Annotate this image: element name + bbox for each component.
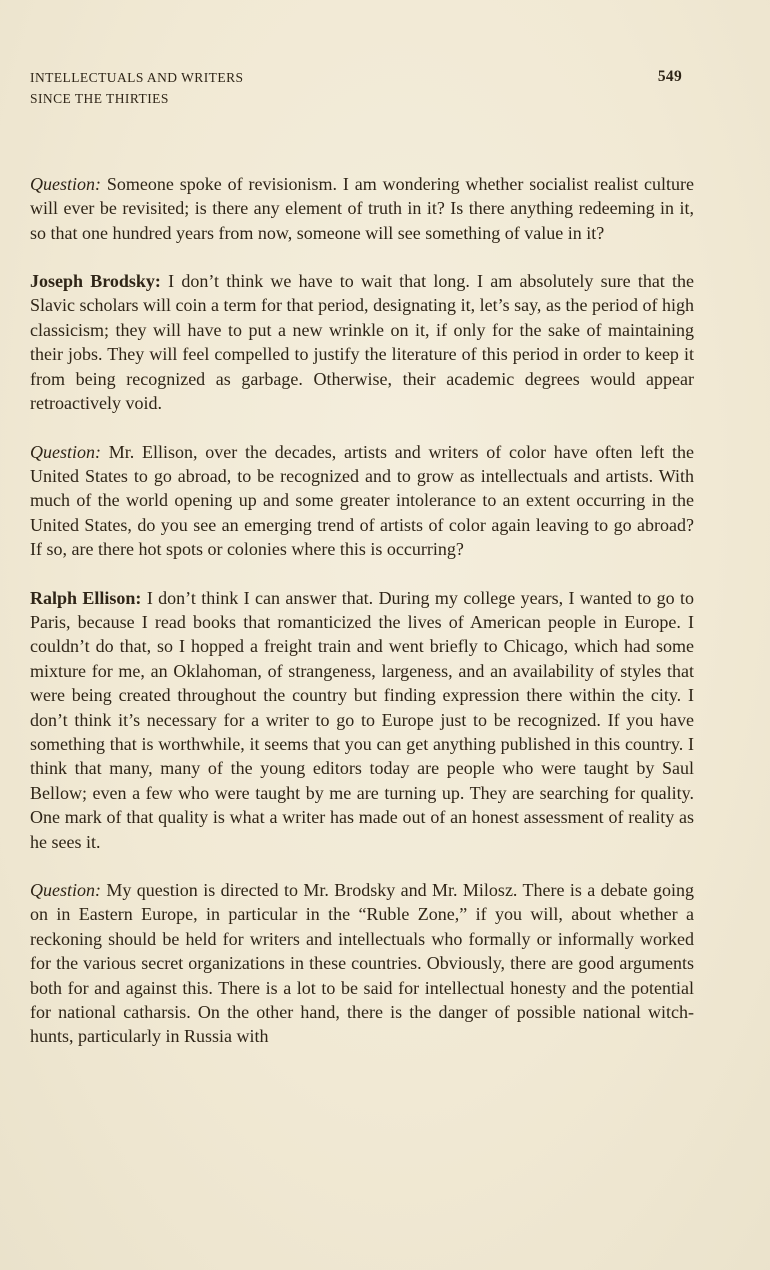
page-number: 549	[657, 68, 682, 85]
answer-text: I don’t think we have to wait that long. I am absolutely sure that the Slavic scholars will coin a term for that period, designating it, let’s say, as the period of high classicism; they will have to put a new wrinkle on it, if only for the sake of maintaining their jobs. They will feel compelled to justify the literature of this period in order to keep it from being recognized as garbage. Otherwise, their academic degrees would appear retroactively void.	[30, 271, 694, 414]
question-label: Question:	[30, 880, 101, 900]
speaker-name: Ralph Ellison:	[30, 587, 142, 608]
question-text: My question is directed to Mr. Brodsky and Mr. Milosz. There is a debate going on in Eastern Europe, in particular in the “Ruble Zone,” if you will, about whether a reckoning should be held for writers and intellectuals who formally or informally worked for the various secret organizations in these countries. Obviously, there are good arguments both for and against this. There is a lot to be said for intellectual honesty and the potential for national catharsis. On the other hand, there is the danger of possible national witch-hunts, particularly in Russia with	[30, 880, 695, 1047]
running-head-title	[30, 68, 244, 110]
question-paragraph-1	[30, 172, 694, 245]
running-head	[30, 68, 694, 110]
answer-text: I don’t think I can answer that. During my college years, I wanted to go to Paris, because I read books that romanticized the lives of American people in Europe. I couldn’t do that, so I hopped a freight train and went briefly to Chicago, which had some mixture for me, an Oklahoman, of strangeness, largeness, and an availability of styles that were being created throughout the country but finding expression there within the city. I don’t think it’s necessary for a writer to go to Europe just to be recognized. If you have something that is worthwhile, it seems that you can get anything published in this country. I think that many, many of the young editors today are people who were taught by Saul Bellow; even a few who were taught by me are turning up. They are searching for quality. One mark of that quality is what a writer has made out of an honest assessment of reality as he sees it.	[30, 587, 695, 852]
question-paragraph-3	[30, 878, 694, 1049]
question-paragraph-2	[30, 440, 694, 562]
speaker-name: Joseph Brodsky:	[30, 271, 161, 292]
answer-paragraph-ellison	[30, 586, 694, 854]
running-head-title-line2: SINCE THE THIRTIES	[30, 90, 169, 106]
question-label: Question:	[30, 173, 101, 194]
question-text: Mr. Ellison, over the decades, artists and writers of color have often left the United States to go abroad, to be recognized and to grow as intellectuals and artists. With much of the world opening up and some greater intolerance to an extent occurring in the United States, do you see an emerging trend of artists of color again leaving to go abroad? If so, are there hot spots or colonies where this is occurring?	[30, 441, 694, 560]
question-text: Someone spoke of revisionism. I am wondering whether socialist realist culture will ever be revisited; is there any element of truth in it? Is there anything redeeming in it, so that one hundred years from now, someone will see something of value in it?	[30, 173, 694, 243]
question-label: Question:	[30, 441, 101, 462]
running-head-title-line1: INTELLECTUALS AND WRITERS	[30, 70, 244, 85]
answer-paragraph-brodsky	[30, 269, 694, 415]
page-body	[30, 172, 694, 1049]
